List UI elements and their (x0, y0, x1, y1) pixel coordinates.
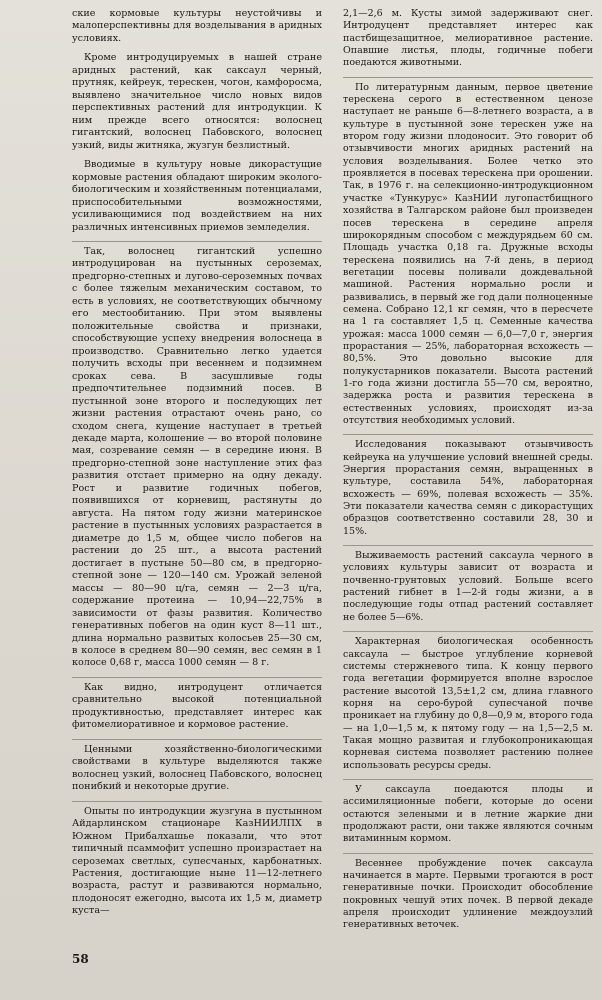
paragraph-productivity: Как видно, интродуцент отличается сравнительно высокой потенциальной продуктивностью, представляет интерес как фитомелиоративное и кормовое растение. (72, 677, 322, 732)
paragraph-new-species: Кроме интродуцируемых в нашей стране аридных растений, как саксаул черный, прутняк, кейреук, терескен, чогон, камфоросма, выявлено значительное число новых видов перспективных растений для интродукции. К ним прежде всего относятся: волоснец гигантский, волоснец Пабовского, волоснец узкий, виды житняка, жузгун безлистный. (72, 52, 322, 151)
paragraph-saxaul-forage: У саксаула поедаются плоды и ассимиляционные побеги, которые до осени остаются зелеными и в летние жаркие дни продолжают расти, они также являются сочным витаминным кормом. (343, 779, 593, 846)
paragraph-calligonum: Опыты по интродукции жузгуна в пустынном Айдарлинском стационаре КазНИИЛПХ в Южном Прибалхашье показали, что этот типичный псаммофит успешно произрастает на сероземах светлых, супесчаных, карбонатных. Растения, достигающие ныне 11—12-летнего возраста, растут и развиваются нормально, плодоносят ежегодно, высота их 1,5 м, диаметр куста— (72, 801, 322, 918)
left-column (72, 8, 322, 925)
paragraph-valuable-species: Ценными хозяйственно-биологическими свойствами в культуре выделяются также волоснец узкий, волоснец Пабовского, волоснец понибкий и некоторые другие. (72, 739, 322, 794)
paragraph-saxaul-spring: Весеннее пробуждение почек саксаула начинается в марте. Первыми трогаются в рост генеративные почки. Происходит обособление покровных чешуй этих почек. В первой декаде апреля происходит удлинение междоузлий генеративных веточек. (343, 853, 593, 932)
paragraph-saxaul-roots: Характерная биологическая особенность саксаула — быстрое углубление корневой системы стержневого типа. К концу первого года вегетации формируется вполне взрослое растение высотой 13,5±1,2 см, длина главного корня на серо-бурой супесчаной почве проникает на глубину до 0,8—0,9 м, второго года — на 1,0—1,5 м, к пятому году — на 1,5—2,5 м. Такая мощно развитая и глубокопроникающая корневая система позволяет растению полнее использовать ресурсы среды. (343, 631, 593, 772)
paragraph-giant-wildrye: Так, волоснец гигантский успешно интродуцирован на пустынных сероземах, предгорно-степных и лугово-сероземных почвах с более тяжелым механическим составом, то есть в условиях, не соответствующих обычному его местообитанию. При этом выявлены положительные свойства и признаки, способствующие успеху внедрения волоснеца в производство. Сравнительно легко удается получить всходы при весеннем и подзимнем сроках сева. В засушливые годы предпочтительнее подзимний посев. В пустынной зоне второго и последующих лет жизни растения отрастают очень рано, со сходом снега, кущение наступает в третьей декаде марта, колошение — во второй половине мая, созревание семян — в середине июня. В предгорно-степной зоне наступление этих фаз развития отстает примерно на одну декаду. Рост и развитие годичных побегов, появившихся от корневищ, растянуты до августа. На пятом году жизни материнское растение в пустынных условиях разрастается в диаметре до 1,5 м, общее число побегов на растении до 25 шт., а высота растений достигает в пустыне 50—80 см, в предгорно-степной зоне — 120—140 см. Урожай зеленой массы — 80—90 ц/га, семян — 2—3 ц/га, содержание протеина — 10,94—22,75% в зависимости от фазы развития. Количество генеративных побегов на один куст 8—11 шт., длина нормально развитых колосьев 25—30 см, в колосе в среднем 80—90 семян, вес семян в 1 колосе 0,68 г, масса 1000 семян — 8 г. (72, 241, 322, 670)
right-column (343, 8, 593, 939)
paragraph-wild-forage: Вводимые в культуру новые дикорастущие кормовые растения обладают широким эколого-биологическим и хозяйственным потенциалами, приспособительными возможностями, усиливающимися под воздействием на них различных интенсивных приемов земледелия. (72, 159, 322, 233)
paragraph-eurotia: По литературным данным, первое цветение терескена серого в естественном ценозе наступает не раньше 6—8-летнего возраста, а в культуре в пустынной зоне терескен уже на втором году жизни плодоносит. Это говорит об отзывчивости многих аридных растений на условия возделывания. Более четко это проявляется в посевах терескена при орошении. Так, в 1976 г. на селекционно-интродукционном участке «Тункурус» КазНИИ лугопастбищного хозяйства в Талгарском районе был произведен посев терескена в середине апреля широкорядным способом с междурядьем 60 см. Площадь участка 0,18 га. Дружные всходы терескена появились на 7-й день, в период вегетации посевы поливали дождевальной машиной. Растения нормально росли и развивались, в первый же год дали полноценные семена. Собрано 12,1 кг семян, что в пересчете на 1 га составляет 1,5 ц. Семенные качества урожая: масса 1000 семян — 6,0—7,0 г, энергия прорастания — 25%, лабораторная всхожесть — 80,5%. Это довольно высокие для полукустарников показатели. Высота растений 1-го года жизни достигла 55—70 см, вероятно, задержка роста и развития терескена в естественных условиях, происходят из-за отсутствия необходимых условий. (343, 77, 593, 428)
paragraph-kochia: Исследования показывают отзывчивость кейреука на улучшение условий внешней среды. Энергия прорастания семян, выращенных в культуре, составила 54%, лабораторная всхожесть — 69%, полевая всхожесть — 35%. Эти показатели качества семян с дикорастущих образцов соответственно составили 28, 30 и 15%. (343, 434, 593, 538)
paragraph-continued: ские кормовые культуры неустойчивы и малоперспективны для возделывания в аридных условиях. (72, 8, 322, 44)
paragraph-saxaul-survival: Выживаемость растений саксаула черного в условиях культуры зависит от возраста и почвенно-грунтовых условий. Больше всего растений гибнет в 1—2-й годы жизни, а в последующие годы отпад растений составляет не более 5—6%. (343, 545, 593, 624)
page-number: 58 (72, 952, 89, 966)
paragraph-calligonum-cont: 2,1—2,6 м. Кусты зимой задерживают снег. Интродуцент представляет интерес как пастбищезащитное, мелиоративное растение. Опавшие листья, плоды, годичные побеги поедаются животными. (343, 8, 593, 69)
